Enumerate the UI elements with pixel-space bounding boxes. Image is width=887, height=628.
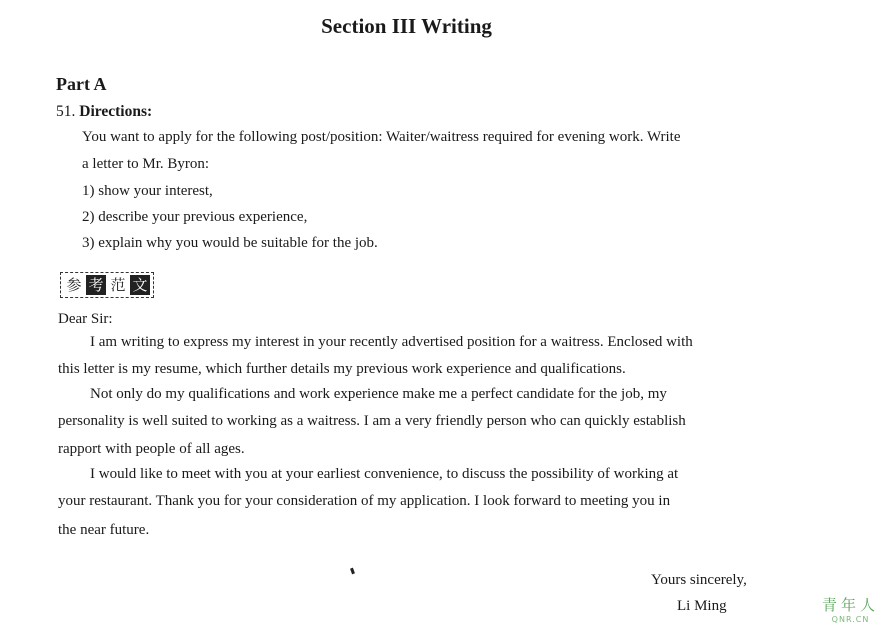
watermark-sub: QNR.CN [831, 615, 870, 624]
directions-point-2: 2) describe your previous experience, [82, 209, 308, 225]
directions-line-2: a letter to Mr. Byron: [82, 156, 210, 172]
letter-line-6: I would like to meet with you at your earliest convenience, to discuss the possibility of working at [90, 466, 679, 482]
letter-line-3: Not only do my qualifications and work experience make me a perfect candidate for the job, my [90, 386, 667, 402]
ink-speck [350, 568, 355, 575]
directions-point-1: 1) show your interest, [82, 183, 213, 199]
directions-point-3: 3) explain why you would be suitable for the job. [82, 235, 378, 251]
letter-line-2: this letter is my resume, which further details my previous work experience and qualifications. [58, 361, 626, 377]
letter-signature: Li Ming [677, 598, 727, 614]
badge-char-1: 参 [66, 276, 82, 294]
part-label: Part A [56, 74, 107, 94]
watermark-main: 青年人 [821, 596, 879, 614]
letter-salutation: Dear Sir: [58, 311, 113, 327]
question-number: 51. [56, 103, 76, 120]
site-watermark [822, 594, 879, 624]
badge-char-2: 考 [86, 275, 106, 295]
letter-closing: Yours sincerely, [651, 572, 747, 588]
letter-line-8: the near future. [58, 522, 150, 538]
directions-heading [56, 103, 152, 121]
badge-char-3: 范 [110, 276, 126, 294]
directions-label: Directions: [79, 103, 153, 120]
section-title: Section III Writing [321, 14, 492, 38]
letter-line-5: rapport with people of all ages. [58, 441, 245, 457]
badge-char-4: 文 [130, 275, 150, 295]
sample-essay-badge [60, 272, 154, 298]
letter-line-1: I am writing to express my interest in your recently advertised position for a waitress. Enclosed with [90, 334, 693, 350]
letter-line-4: personality is well suited to working as a waitress. I am a very friendly person who can quickly establish [58, 413, 686, 429]
directions-line-1: You want to apply for the following post/position: Waiter/waitress required for evening work. Write [82, 129, 681, 145]
letter-line-7: your restaurant. Thank you for your consideration of my application. I look forward to meeting you in [58, 493, 671, 509]
